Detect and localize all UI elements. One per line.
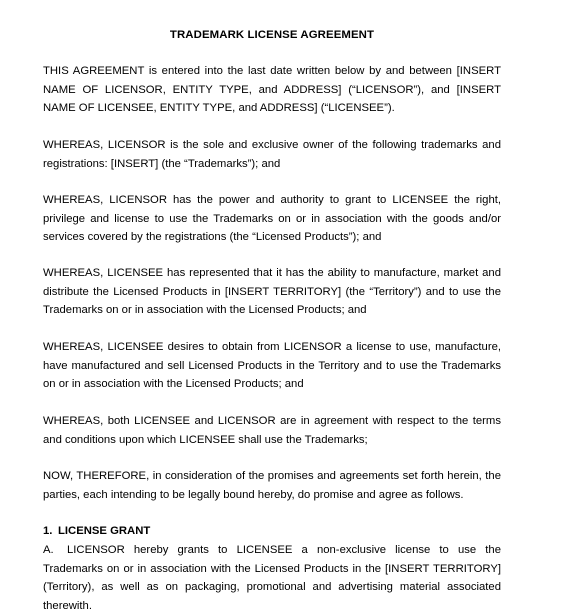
section-number: 1. (43, 525, 53, 537)
section-item-a (43, 541, 501, 615)
paragraph-parties: THIS AGREEMENT is entered into the last date written below by and between [INSERT NAME OF LICENSOR, ENTITY TYPE, and ADDRESS] (“LICENSOR”), and [INSERT NAME OF LICENSEE, ENTITY TYPE, and ADDRESS] (“LICENSEE”). (43, 65, 501, 115)
paragraph-now-therefore: NOW, THEREFORE, in consideration of the promises and agreements set forth herein, the parties, each intending to be legally bound hereby, do promise and agree as follows. (43, 470, 501, 501)
section-heading-license-grant (43, 522, 501, 541)
paragraph-whereas-desires: WHEREAS, LICENSEE desires to obtain from LICENSOR a license to use, manufacture, have manufactured and sell Licensed Products in the Territory and to use the Trademarks on or in association with the Licensed Products; and (43, 341, 501, 391)
item-label: A. (43, 544, 54, 556)
item-text: LICENSOR hereby grants to LICENSEE a non-exclusive license to use the Trademarks on or in association with the Licensed Products in the [INSERT TERRITORY] (Territory), as well as on packaging, promotional and advertising material associated therewith. (43, 544, 501, 612)
section-heading-text: LICENSE GRANT (58, 525, 151, 537)
document-title: TRADEMARK LICENSE AGREEMENT (169, 29, 375, 41)
paragraph-whereas-ability: WHEREAS, LICENSEE has represented that it has the ability to manufacture, market and distribute the Licensed Products in [INSERT TERRITORY] (the “Territory”) and to use the Trademarks on or in association with the Licensed Products; and (43, 267, 501, 317)
paragraph-whereas-authority: WHEREAS, LICENSOR has the power and authority to grant to LICENSEE the right, privilege and license to use the Trademarks on or in association with the goods and/or services covered by the registrations (the “Licensed Products”); and (43, 194, 501, 244)
paragraph-whereas-owner: WHEREAS, LICENSOR is the sole and exclusive owner of the following trademarks and registrations: [INSERT] (the “Trademarks”); and (43, 139, 501, 170)
paragraph-whereas-agreement: WHEREAS, both LICENSEE and LICENSOR are in agreement with respect to the terms and conditions upon which LICENSEE shall use the Trademarks; (43, 415, 501, 446)
